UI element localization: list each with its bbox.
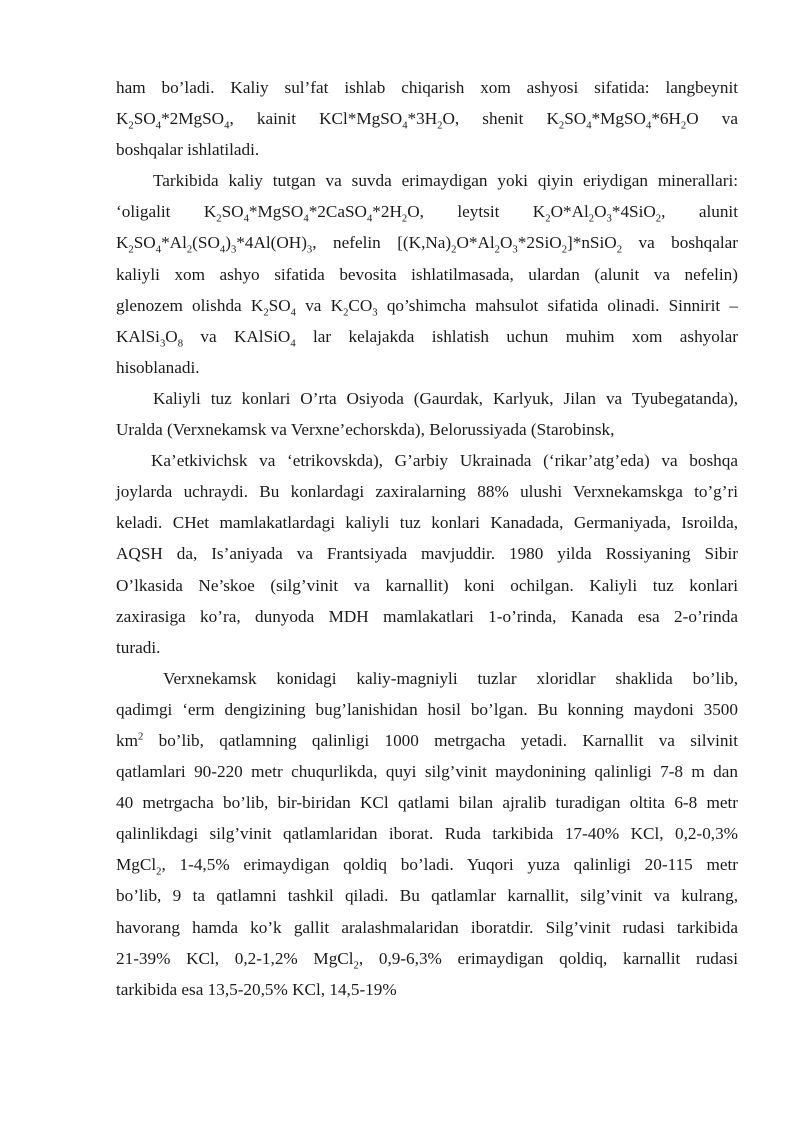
text-line: bo’lib, 9 ta qatlamni tashkil qiladi. Bu qatlamlar karnallit, silg’vinit va kulrang, bbox=[116, 886, 738, 906]
text-line: havorang hamda ko’k gallit aralashmalaridan iboratdir. Silg’vinit rudasi tarkibida bbox=[116, 917, 738, 937]
text-line: $km^2$ bo’lib, qatlamning qalinligi 1000 metrgacha yetadi. Karnallit va silvinit bbox=[116, 730, 738, 750]
text-line: Ka’etkivichsk va ‘etrikovskda), G’arbiy Ukrainada (‘rikar’atg’eda) va boshqa bbox=[151, 451, 738, 471]
text-line: MgCl$_2$, 1-4,5% erimaydigan qoldiq bo’ladi. Yuqori yuza qalinligi 20-115 metr bbox=[116, 855, 738, 878]
body-text bbox=[116, 72, 738, 1005]
text-line: qalinlikdagi silg’vinit qatlamlaridan iborat. Ruda tarkibida 17-40% KCl, 0,2-0,3% bbox=[116, 824, 738, 844]
text-line: qadimgi ‘erm dengizining bug’lanishidan hosil bo’lgan. Bu konning maydoni 3500 bbox=[116, 699, 738, 719]
text-line: boshqalar ishlatiladi. bbox=[116, 140, 260, 160]
text-line: glenozem olishda $K_2SO_4$ va $K_2CO_3$ qo’shimcha mahsulot sifatida olinadi. Sinnirit – bbox=[116, 295, 739, 319]
text-line: kaliyli xom ashyo sifatida bevosita ishlatilmasada, ulardan (alunit va nefelin) bbox=[116, 264, 738, 284]
text-line: 40 metrgacha bo’lib, bir-biridan KCl qatlami bilan ajralib turadigan oltita 6-8 metr bbox=[116, 793, 738, 813]
text-line: Uralda (Verxnekamsk va Verxne’echorskda), Belorussiyada (Starobinsk, bbox=[116, 420, 615, 440]
text-line: keladi. CHet mamlakatlardagi kaliyli tuz konlari Kanadada, Germaniyada, Isroilda, bbox=[116, 513, 738, 533]
text-line: tarkibida esa 13,5-20,5% KCl, 14,5-19% bbox=[116, 979, 397, 999]
text-line: O’lkasida Ne’skoe (silg’vinit va karnallit) koni ochilgan. Kaliyli tuz konlari bbox=[116, 575, 738, 595]
text-line: 21-39% KCl, 0,2-1,2% MgCl$_2$, 0,9-6,3% erimaydigan qoldiq, karnallit rudasi bbox=[116, 948, 738, 972]
text-line: ‘oligalit $K_2SO_4*MgSO_4*2CaSO_4*2H_2O$, leytsit $K_2O*Al_2O_3*4SiO_2$, alunit bbox=[116, 202, 738, 225]
text-line: ham bo’ladi. Kaliy sul’fat ishlab chiqarish xom ashyosi sifatida: langbeynit bbox=[116, 78, 738, 97]
text-line: $KAlSi_3O_8$ va KAlSiO$_4$ lar kelajakda ishlatish uchun muhim xom ashyolar bbox=[116, 326, 738, 350]
text-line: joylarda uchraydi. Bu konlardagi zaxiralarning 88% ulushi Verxnekamskga to’g’ri bbox=[116, 482, 738, 502]
text-line: hisoblanadi. bbox=[116, 357, 200, 377]
text-line: turadi. bbox=[116, 637, 161, 657]
text-line: AQSH da, Is’aniyada va Frantsiyada mavjuddir. 1980 yilda Rossiyaning Sibir bbox=[116, 544, 738, 564]
text-line: Verxnekamsk konidagi kaliy-magniyli tuzlar xloridlar shaklida bo’lib, bbox=[163, 668, 738, 688]
text-line: Tarkibida kaliy tutgan va suvda erimaydigan yoki qiyin eriydigan minerallari: bbox=[153, 171, 738, 191]
text-line: Kaliyli tuz konlari O’rta Osiyoda (Gaurdak, Karlyuk, Jilan va Tyubegatanda), bbox=[153, 388, 738, 408]
text-line: $K_2SO_4*Al_2(SO_4)_3*4Al(OH)_3$, nefelin $[(K,Na)_2O*Al_2O_3*2SiO_2]*nSiO_2$ va boshqalar bbox=[116, 233, 739, 256]
text-line: qatlamlari 90-220 metr chuqurlikda, quyi silg’vinit maydonining qalinligi 7-8 m dan bbox=[116, 762, 738, 782]
text-line: zaxirasiga ko’ra, dunyoda MDH mamlakatlari 1-o’rinda, Kanada esa 2-o’rinda bbox=[116, 606, 738, 626]
text-line: $K_2SO_4*2MgSO_4$, kainit $KCl*MgSO_4*3H_2O$, shenit $K_2SO_4*MgSO_4*6H_2O$ va bbox=[116, 109, 739, 132]
